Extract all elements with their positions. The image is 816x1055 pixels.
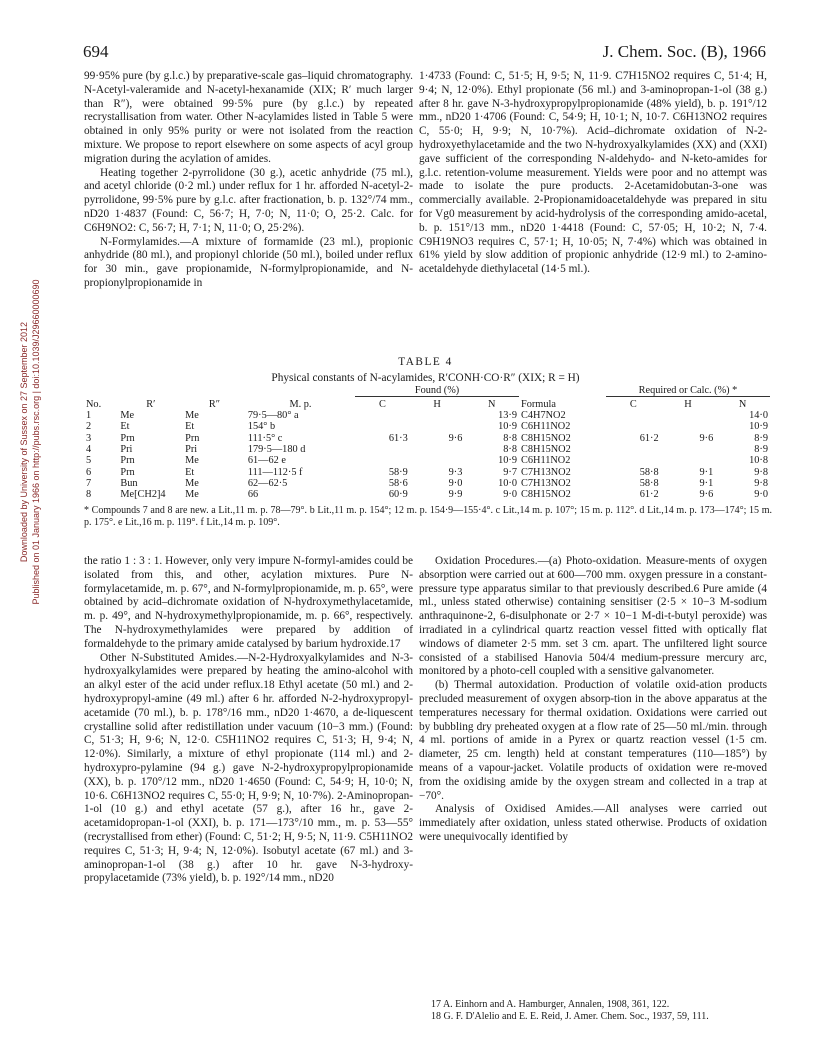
column-header: H (684, 398, 692, 410)
table-row (84, 467, 770, 478)
table-cell (410, 455, 465, 466)
table-cell: 8·9 (754, 443, 768, 455)
download-notice: Downloaded by University of Sussex on 27 September 2012 (19, 321, 29, 563)
table-row (84, 489, 770, 500)
table-cell: 10·0 (498, 477, 517, 489)
table-cell: 9·3 (448, 466, 463, 478)
download-watermark (18, 232, 42, 652)
table-cell (410, 410, 465, 421)
table-cell: 154° b (247, 421, 276, 433)
table-cell: 9·0 (448, 477, 463, 489)
table-cell: 3 (86, 432, 92, 444)
table-cell (606, 455, 661, 466)
table-cell: 9·0 (754, 489, 768, 501)
table-cell: Et (185, 466, 195, 478)
table-cell: C8H15NO2 (521, 489, 571, 501)
table-cell: 2 (86, 421, 92, 433)
table-cell: 9·0 (503, 489, 517, 501)
column-2-upper (419, 70, 767, 277)
column-header: No. (86, 398, 102, 410)
table-row (84, 421, 770, 432)
paragraph: the ratio 1 : 3 : 1. However, only very impure N-formyl-amides could be isolated from this, and other, acylation mixtures. Pure N-formylacetamide, m. p. 67°, and N-formylpropionamide, m. p. 65°, were obtained by acid–dichromate oxidation of N-hydroxymethylacetamide, m. p. 49°, and N-hydroxymethylpropionamide, m. p. 66°, respectively. The N-hydroxymethylamides were prepared by addition of formaldehyde to the primary amide catalysed by barium hydroxide.17 (84, 555, 413, 650)
table-label: TABLE 4 (398, 356, 453, 368)
paragraph: Oxidation Procedures.—(a) Photo-oxidation. Measure-ments of oxygen absorption were carried out at 600—700 mm. oxygen pressure in a constant-pressure type apparatus similar to that previously described.6 Pure amide (4 ml., unless stated otherwise) containing sensitiser (2·5 × 10−3 M-sodium anthraquinone-2, 6-disulphonate or 2·7 × 10−1 M-di-t-butyl peroxide) was irradiated in a cylindrical quartz reaction vessel fitted with optically flat windows of diameter 2·5 mm. set 3 cm. apart. The unfiltered light source consisted of a stabilised Hanovia 504/4 medium-pressure mercury arc, monitored by a photo-cell coupled with a sensitive galvanometer. (419, 555, 767, 678)
required-header: Required or Calc. (%) * (638, 385, 738, 396)
table-4 (84, 385, 770, 500)
table-cell: Et (120, 421, 130, 433)
paragraph: 99·95% pure (by g.l.c.) by preparative-scale gas–liquid chromatography. N-Acetyl-valeramide and N-acetyl-hexanamide (XIX; R′ much larger than R″), were obtained 99·5% pure (by g.l.c.) by repeated recrystallisation from water. Other N-acylamides listed in Table 5 were obtained in only 95% purity or were not isolated from the reaction mixture. We propose to report elsewhere on some aspects of acyl group migration during the acylation of amides. (84, 70, 413, 165)
table-cell: C6H11NO2 (521, 421, 571, 433)
table-cell: C6H11NO2 (521, 455, 571, 467)
table-cell (606, 410, 661, 421)
table-cell: Prn (120, 455, 135, 467)
column-header: N (487, 398, 496, 410)
table-cell: 61·2 (639, 489, 659, 501)
table-cell: 9·1 (699, 477, 714, 489)
table-cell (661, 421, 716, 432)
table-cell: 4 (86, 443, 92, 455)
column-header: M. p. (289, 398, 312, 410)
table-row (84, 444, 770, 455)
column-header: C (379, 398, 386, 410)
table-cell: C8H15NO2 (521, 432, 571, 444)
table-caption: Physical constants of N-acylamides, R′CONH·CO·R″ (XIX; R = H) (271, 372, 580, 384)
table-cell: 179·5—180 d (247, 443, 306, 455)
table-row (84, 478, 770, 489)
table-cell (355, 444, 410, 455)
paragraph: Analysis of Oxidised Amides.—All analyses were carried out immediately after oxidation, unless stated otherwise. Products of oxidation were unequivocally identified by (419, 803, 767, 843)
table-cell (355, 410, 410, 421)
paragraph: (b) Thermal autoxidation. Production of volatile oxid-ation products precluded measurement of oxygen absorp-tion in the above apparatus at the temperatures necessary for thermal oxidation. Oxidations were carried out by bubbling dry preheated oxygen at a flow rate of 25—50 ml./min. through 4 ml. portions of amide in a Pyrex or quartz reaction vessel (1·5 cm. diameter, 25 cm. length) held at constant temperatures (110—185°) by means of a vapour-jacket. Volatile products of oxidation were re-moved from the oxidising amide by the oxygen stream and collected in a trap at −70°. (419, 679, 767, 802)
table-cell: 9·6 (448, 432, 463, 444)
table-cell: 79·5—80° a (247, 410, 299, 422)
table-cell: 10·9 (498, 455, 517, 467)
paragraph: 1·4733 (Found: C, 51·5; H, 9·5; N, 11·9. C7H15NO2 requires C, 51·4; H, 9·4; N, 12·0%). Ethyl propionate (56 ml.) and 3-aminopropan-1-ol (38 g.) after 8 hr. gave N-3-hydroxypropylpropionamide (48% yield), b. p. 191°/12 mm., nD20 1·4706 (Found: C, 54·9; H, 10·1; N, 10·7. C6H13NO2 requires C, 55·0; H, 9·9; N, 10·7%). Acid–dichromate oxidation of N-2-hydroxyethylacetamide and the two N-hydroxyalkylamides (XX) and (XXI) gave sufficient of the corresponding N-aldehydo- and N-keto-amides for g.l.c. retention-volume measurement. Yields were poor and no attempt was made to isolate the pure products. 2-Acetamidobutan-3-one was commercially available. 2-Propionamidoacetaldehyde was prepared in situ for Vg0 measurement by acid-hydrolysis of the corresponding amido-acetal, b. p. 151°/13 mm., nD20 1·4418 (Found: C, 57·05; H, 10·2; N, 7·4. C9H19NO3 requires C, 57·1; H, 10·05; N, 7·4%) which was obtained in 61% yield by slow addition of propionic anhydride (12·9 ml.) to 2-amino-acetaldehyde diethylacetal (14·5 ml.). (419, 70, 767, 276)
table-cell (410, 444, 465, 455)
table-cell: 61·3 (388, 432, 408, 444)
table-cell: Prn (120, 432, 135, 444)
paragraph: N-Formylamides.—A mixture of formamide (23 ml.), propionic anhydride (80 ml.), and propionyl chloride (50 ml.), boiled under reflux for 30 min., gave propionamide, N-formylpropionamide, and N-propionylpropionamide in (84, 235, 413, 289)
table-cell: 6 (86, 466, 92, 478)
table-cell: Me (185, 455, 199, 467)
table-cell: Pri (120, 443, 133, 455)
table-cell: Me (185, 489, 199, 501)
table-cell: 9·8 (754, 466, 768, 478)
page-footnotes (419, 999, 767, 1023)
table-cell: 66 (247, 489, 259, 501)
column-header: H (433, 398, 441, 410)
column-header: R″ (208, 398, 221, 410)
table-cell: 8·8 (503, 443, 517, 455)
table-cell: 8 (86, 489, 92, 501)
table-cell: 58·6 (388, 477, 408, 489)
table-cell (355, 421, 410, 432)
table-cell: 10·9 (498, 421, 517, 433)
table-cell (661, 455, 716, 466)
table-cell: C4H7NO2 (521, 410, 566, 422)
table-cell: 9·6 (699, 489, 714, 501)
column-header: C (629, 398, 637, 410)
table-cell: C7H13NO2 (521, 477, 571, 489)
table-cell: 111·5° c (247, 432, 283, 444)
found-header: Found (%) (414, 385, 460, 396)
table-cell: 9·6 (699, 432, 714, 444)
table-footnote: * Compounds 7 and 8 are new. a Lit.,11 m. p. 78—79°. b Lit.,11 m. p. 154°; 12 m. p. 154·9—155·4°. c Lit.,14 m. p. 107°; 15 m. p. 112°. d Lit.,14 m. p. 173—174°; 15 m. p. 175°. e Lit.,16 m. p. 119°. f Lit.,14 m. p. 109°. (84, 505, 772, 528)
table-cell: 9·8 (754, 477, 768, 489)
column-header: R′ (146, 398, 156, 410)
footnote-17: 17 A. Einhorn and A. Hamburger, Annalen, 1908, 361, 122. (431, 999, 670, 1010)
table-cell: Bun (120, 477, 138, 489)
footnote-18: 18 G. F. D'Alelio and E. E. Reid, J. Amer. Chem. Soc., 1937, 59, 111. (431, 1011, 709, 1022)
table-cell: 61·2 (639, 432, 659, 444)
table-cell: 60·9 (388, 489, 408, 501)
table-cell: 111—112·5 f (247, 466, 303, 478)
table-header-row (84, 399, 770, 410)
publication-notice[interactable]: Published on 01 January 1966 on http://pubs.rsc.org | doi:10.1039/J29660000690 (31, 279, 41, 605)
table-cell: 7 (86, 477, 92, 489)
table-cell: Prn (185, 432, 200, 444)
column-1-upper (84, 70, 413, 291)
table-cell: 9·9 (448, 489, 463, 501)
table-cell: Me (185, 477, 199, 489)
table-cell (606, 421, 661, 432)
table-cell: 61—62 e (247, 455, 286, 467)
journal-title: J. Chem. Soc. (B), 1966 (602, 42, 766, 61)
table-cell: 10·8 (749, 455, 768, 467)
table-cell: Et (185, 421, 195, 433)
table-cell: 9·7 (503, 466, 517, 478)
table-cell (661, 444, 716, 455)
table-cell: 10·9 (749, 421, 768, 433)
table-cell: 62—62·5 (247, 477, 288, 489)
table-cell: 14·0 (749, 410, 768, 422)
table-cell: Me (120, 410, 135, 422)
table-cell: C7H13NO2 (521, 466, 571, 478)
table-cell (606, 444, 661, 455)
table-cell: Me[CH2]4 (120, 489, 166, 501)
column-header: N (738, 398, 747, 410)
table-cell: Me (185, 410, 199, 422)
table-cell: 8·9 (754, 432, 768, 444)
paragraph: Heating together 2-pyrrolidone (30 g.), acetic anhydride (75 ml.), and acetyl chloride (0·2 ml.) under reflux for 1 hr. afforded N-acetyl-2-pyrrolidone, 99·5% pure by g.l.c. after fractionation, b. p. 132°/74 mm., nD20 1·4837 (Found: C, 56·7; H, 7·0; N, 11·0; O, 25·2. Calc. for C6H9NO2: C, 56·7; H, 7·1; N, 11·0; O, 25·2%). (84, 166, 413, 234)
paragraph: Other N-Substituted Amides.—N-2-Hydroxyalkylamides and N-3-hydroxyalkylamides were prepared by heating the amino-alcohol with an alkyl ester of the acid under reflux.18 Ethyl acetate (50 ml.) and 2-hydroxypropyl-amine (49 ml.) after 6 hr. afforded N-2-hydroxypropyl-acetamide (70 ml.), b. p. 178°/16 mm., nD20 1·4670, a de-liquescent crystalline solid after redistillation under vacuum (10−3 mm.) (Found: C, 51·3; H, 9·6; N, 12·0. C5H11NO2 requires C, 51·3; H, 9·4; N, 12·0%). Similarly, a mixture of ethyl propionate (114 ml.) and 2-hydroxypro-pylamine (94 g.) gave N-2-hydroxypropylpropionamide (XX), b. p. 170°/12 mm., nD20 1·4650 (Found: C, 54·9; H, 10·0; N, 10·6. C6H13NO2 requires C, 55·0; H, 9·9; N, 10·7%). 2-Aminopropan-1-ol (10 g.) and ethyl acetate (57 g.), after 16 hr., gave 2-acetamidopropan-1-ol (XXI), b. p. 171—173°/10 mm., m. p. 53—55° (recrystallised from ether) (Found: C, 51·2; H, 9·5; N, 11·9. C5H11NO2 requires C, 51·3; H, 9·4; N, 12·0%). Isobutyl acetate (67 ml.) and 3-aminopropan-1-ol (38 g.) after 10 hr. gave N-3-hydroxy-propylacetamide (73% yield), b. p. 192°/14 mm., nD20 (84, 651, 413, 885)
table-cell: 8·8 (503, 432, 517, 444)
table-cell (355, 455, 410, 466)
table-cell: Pri (185, 443, 198, 455)
column-header: Formula (521, 398, 556, 410)
table-cell: 1 (86, 410, 92, 422)
table-cell: 5 (86, 455, 92, 467)
column-2-lower (419, 555, 767, 845)
table-cell: 58·8 (639, 466, 659, 478)
table-row (84, 433, 770, 444)
table-cell: C8H15NO2 (521, 443, 571, 455)
table-row (84, 455, 770, 466)
table-row (84, 410, 770, 421)
table-cell (410, 421, 465, 432)
table-cell: 58·9 (388, 466, 408, 478)
page-number: 694 (83, 42, 109, 61)
table-cell: 58·8 (639, 477, 659, 489)
column-1-lower (84, 555, 413, 886)
table-cell: 13·9 (498, 410, 517, 422)
table-cell (661, 410, 716, 421)
table-cell: Prn (120, 466, 135, 478)
table-cell: 9·1 (699, 466, 714, 478)
